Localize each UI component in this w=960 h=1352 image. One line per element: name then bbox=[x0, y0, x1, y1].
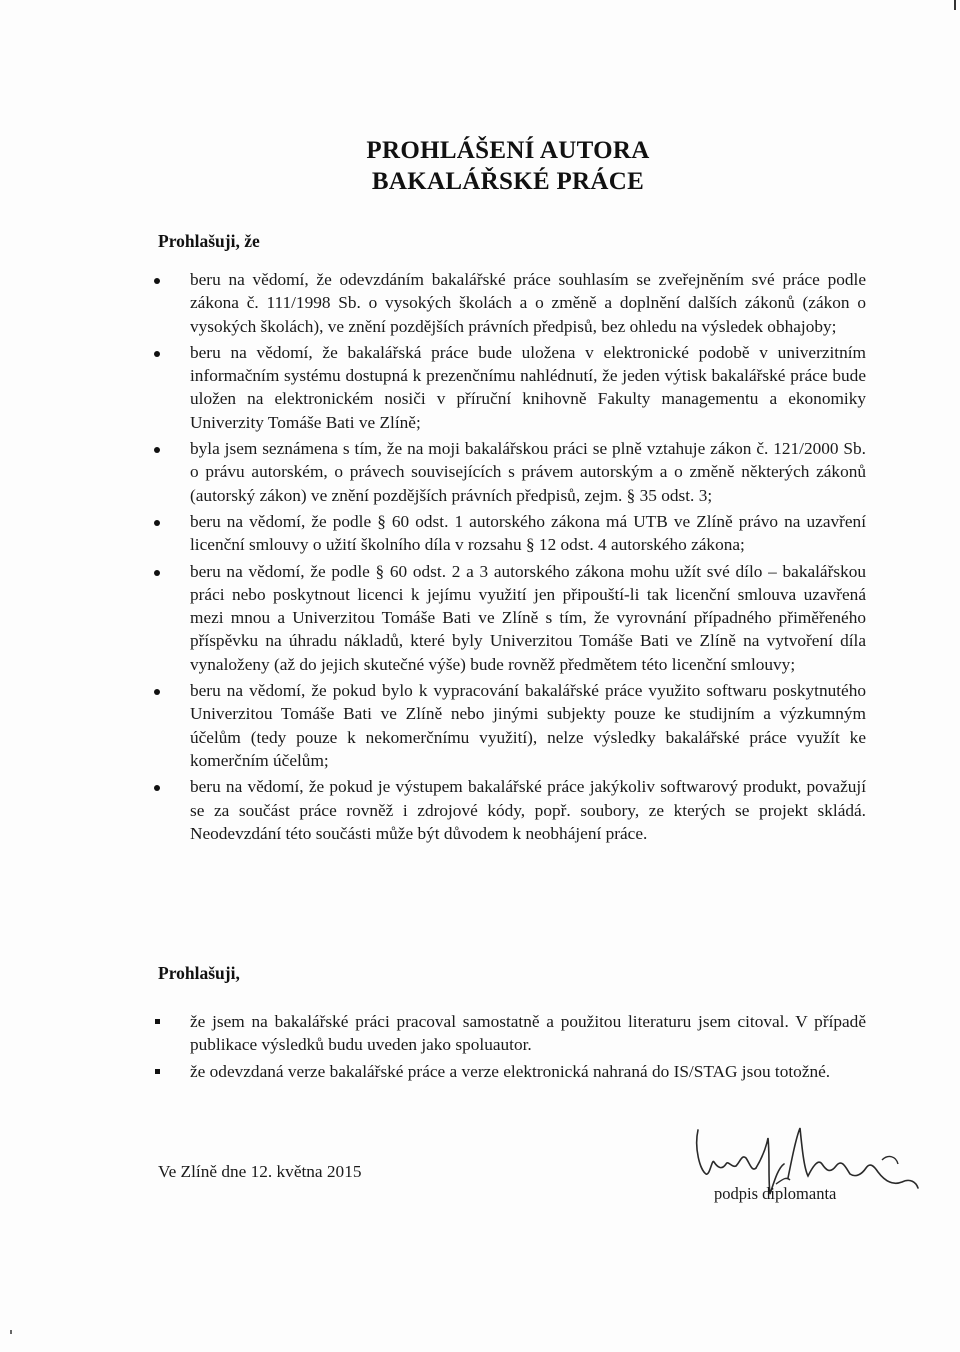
declaration-item: beru na vědomí, že bakalářská práce bude uložena v elektronické podobě v univerzitním informačním systému dostupná k prezenčnímu nahlédnutí, že jeden výtisk bakalářské práce bude uložen na elektronickém nosiči v příruční knihovně Fakulty managementu a ekonomiky Univerzity Tomáše Bati ve Zlíně; bbox=[190, 341, 866, 434]
statement-item: že odevzdaná verze bakalářské práce a verze elektronická nahraná do IS/STAG jsou totožné. bbox=[190, 1060, 866, 1083]
declaration-item: beru na vědomí, že pokud je výstupem bakalářské práce jakýkoliv softwarový produkt, považují se za součást práce rovněž i zdrojové kódy, popř. soubory, ze kterých se projekt skládá. Neodevzdání této součásti může být důvodem k neobhájení práce. bbox=[190, 775, 866, 845]
scan-edge-mark bbox=[954, 0, 956, 10]
scan-dust-mark bbox=[10, 1330, 12, 1334]
declaration-list bbox=[190, 268, 866, 848]
document-title-line2: BAKALÁŘSKÉ PRÁCE bbox=[371, 168, 645, 195]
declaration-item: beru na vědomí, že podle § 60 odst. 2 a 3 autorského zákona mohu užít své dílo – bakalářskou práci nebo poskytnout licenci k jejímu využití jen připouští-li tak licenční smlouva uzavřená mezi mnou a Univerzitou Tomáše Bati ve Zlíně s tím, že vyrovnání případného přiměřeného příspěvku na úhradu nákladů, které byly Univerzitou Tomáše Bati ve Zlíně na vytvoření díla vynaloženy (až do jejich skutečné výše) bude rovněž předmětem této licenční smlouvy; bbox=[190, 560, 866, 676]
document-title-line1: PROHLÁŠENÍ AUTORA bbox=[366, 137, 650, 164]
declaration-item: beru na vědomí, že pokud bylo k vypracování bakalářské práce využito softwaru poskytnutého Univerzitou Tomáše Bati ve Zlíně nebo jinými subjekty pouze ke studijním a výzkumným účelům (tedy pouze k nekomerčnímu využití), nelze výsledky bakalářské práce využít ke komerčním účelům; bbox=[190, 679, 866, 772]
declaration-item: beru na vědomí, že odevzdáním bakalářské práce souhlasím se zveřejněním své práce podle zákona č. 111/1998 Sb. o vysokých školách a o změně a doplnění dalších zákonů (zákon o vysokých školách), ve znění pozdějších právních předpisů, bez ohledu na výsledek obhajoby; bbox=[190, 268, 866, 338]
author-statement-list bbox=[190, 1010, 866, 1086]
section1-heading: Prohlašuji, že bbox=[158, 231, 260, 251]
section2-heading: Prohlašuji, bbox=[158, 963, 240, 983]
place-and-date: Ve Zlíně dne 12. května 2015 bbox=[158, 1162, 362, 1181]
signature-label: podpis diplomanta bbox=[714, 1184, 837, 1203]
declaration-item: byla jsem seznámena s tím, že na moji bakalářskou práci se plně vztahuje zákon č. 121/2000 Sb. o právu autorském, o právech souvisejících s právem autorským a o změně některých zákonů (autorský zákon) ve znění pozdějších právních předpisů, zejm. § 35 odst. 3; bbox=[190, 437, 866, 507]
statement-item: že jsem na bakalářské práci pracoval samostatně a použitou literaturu jsem citoval. V případě publikace výsledků budu uveden jako spoluautor. bbox=[190, 1010, 866, 1057]
declaration-item: beru na vědomí, že podle § 60 odst. 1 autorského zákona má UTB ve Zlíně právo na uzavření licenční smlouvy o užití školního díla v rozsahu § 12 odst. 4 autorského zákona; bbox=[190, 510, 866, 557]
